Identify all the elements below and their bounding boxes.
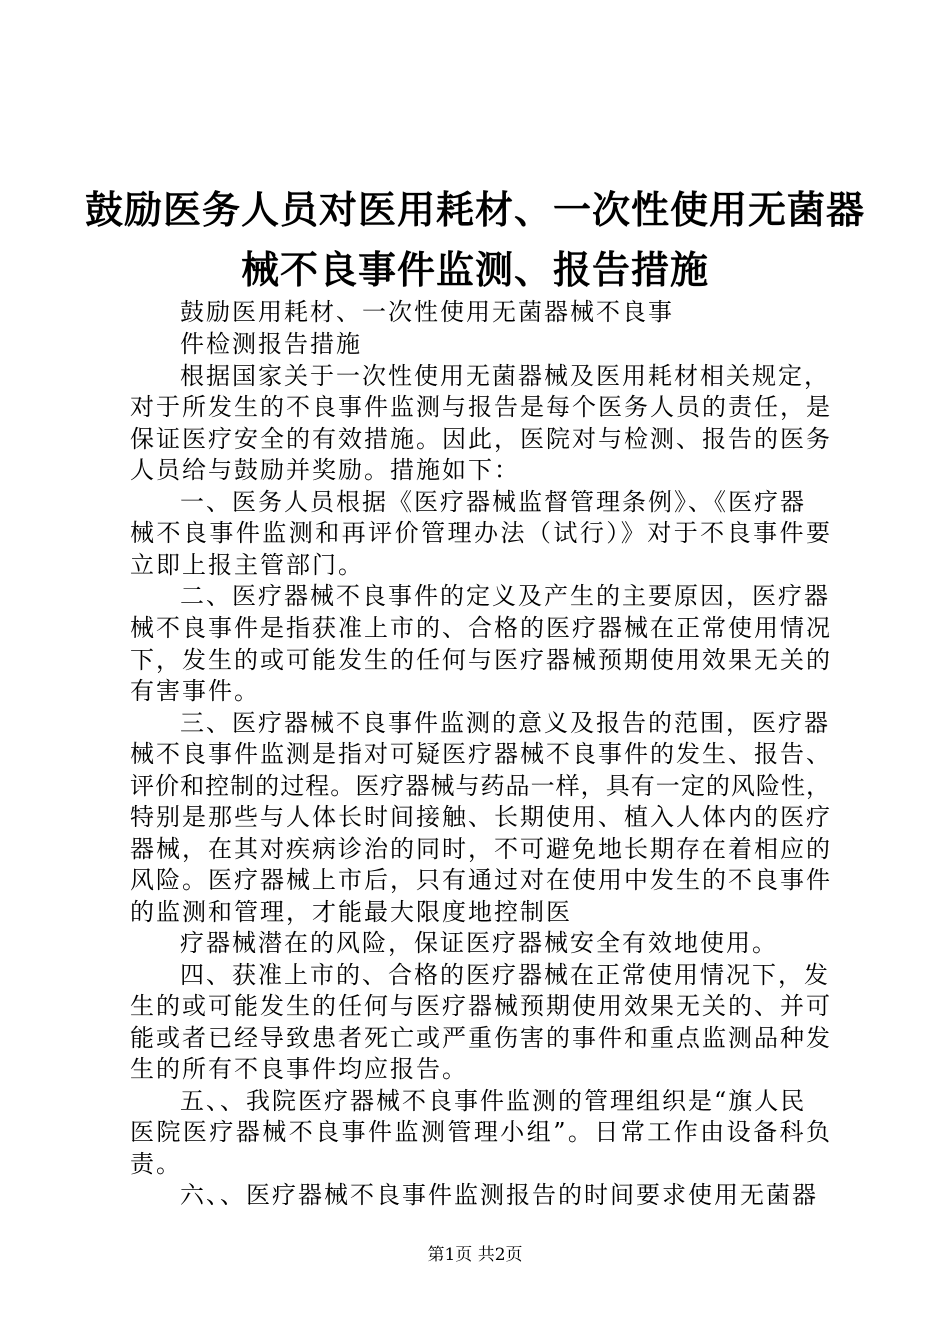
body-line: 械不良事件监测和再评价管理办法（试行）》对于不良事件要 (130, 519, 830, 547)
body-line: 对于所发生的不良事件监测与报告是每个医务人员的责任，是 (130, 393, 830, 421)
document-title-line-2: 械不良事件监测、报告措施 (240, 247, 709, 292)
body-line: 二、医疗器械不良事件的定义及产生的主要原因，医疗器 (180, 582, 830, 610)
body-line: 的监测和管理，才能最大限度地控制医 (130, 898, 572, 926)
body-line: 根据国家关于一次性使用无菌器械及医用耗材相关规定， (180, 362, 830, 390)
body-line: 立即上报主管部门。 (130, 551, 364, 579)
body-line: 三、医疗器械不良事件监测的意义及报告的范围，医疗器 (180, 709, 830, 737)
body-line: 四、获准上市的、合格的医疗器械在正常使用情况下，发 (180, 961, 830, 989)
body-line: 责。 (130, 1150, 182, 1178)
body-line: 风险。医疗器械上市后，只有通过对在使用中发生的不良事件 (130, 866, 830, 894)
body-line: 有害事件。 (130, 677, 260, 705)
body-line: 评价和控制的过程。医疗器械与药品一样，具有一定的风险性， (130, 772, 830, 800)
body-line: 件检测报告措施 (180, 330, 362, 358)
document-title-line-1: 鼓励医务人员对医用耗材、一次性使用无菌器 (84, 187, 865, 232)
body-line: 能或者已经导致患者死亡或严重伤害的事件和重点监测品种发 (130, 1024, 830, 1052)
body-line: 一、医务人员根据《医疗器械监督管理条例》、《医疗器 (180, 488, 806, 516)
body-line: 生的所有不良事件均应报告。 (130, 1055, 468, 1083)
body-line: 械不良事件监测是指对可疑医疗器械不良事件的发生、报告、 (130, 740, 830, 768)
body-line: 五、、我院医疗器械不良事件监测的管理组织是“旗人民 (180, 1087, 807, 1115)
body-line: 生的或可能发生的任何与医疗器械预期使用效果无关的、并可 (130, 992, 830, 1020)
body-line: 保证医疗安全的有效措施。因此，医院对与检测、报告的医务 (130, 425, 830, 453)
body-line: 器械，在其对疾病诊治的同时，不可避免地长期存在着相应的 (130, 835, 830, 863)
body-line: 鼓励医用耗材、一次性使用无菌器械不良事 (180, 298, 674, 326)
body-line: 医院医疗器械不良事件监测管理小组”。日常工作由设备科负 (130, 1118, 830, 1146)
body-line: 六、、医疗器械不良事件监测报告的时间要求使用无菌器 (180, 1181, 818, 1209)
body-line: 特别是那些与人体长时间接触、长期使用、植入人体内的医疗 (130, 803, 830, 831)
page-number-footer: 第1页 共2页 (427, 1245, 523, 1265)
body-line: 下，发生的或可能发生的任何与医疗器械预期使用效果无关的 (130, 646, 830, 674)
body-line: 人员给与鼓励并奖励。措施如下： (130, 456, 520, 484)
body-line: 疗器械潜在的风险，保证医疗器械安全有效地使用。 (180, 929, 778, 957)
body-line: 械不良事件是指获准上市的、合格的医疗器械在正常使用情况 (130, 614, 830, 642)
